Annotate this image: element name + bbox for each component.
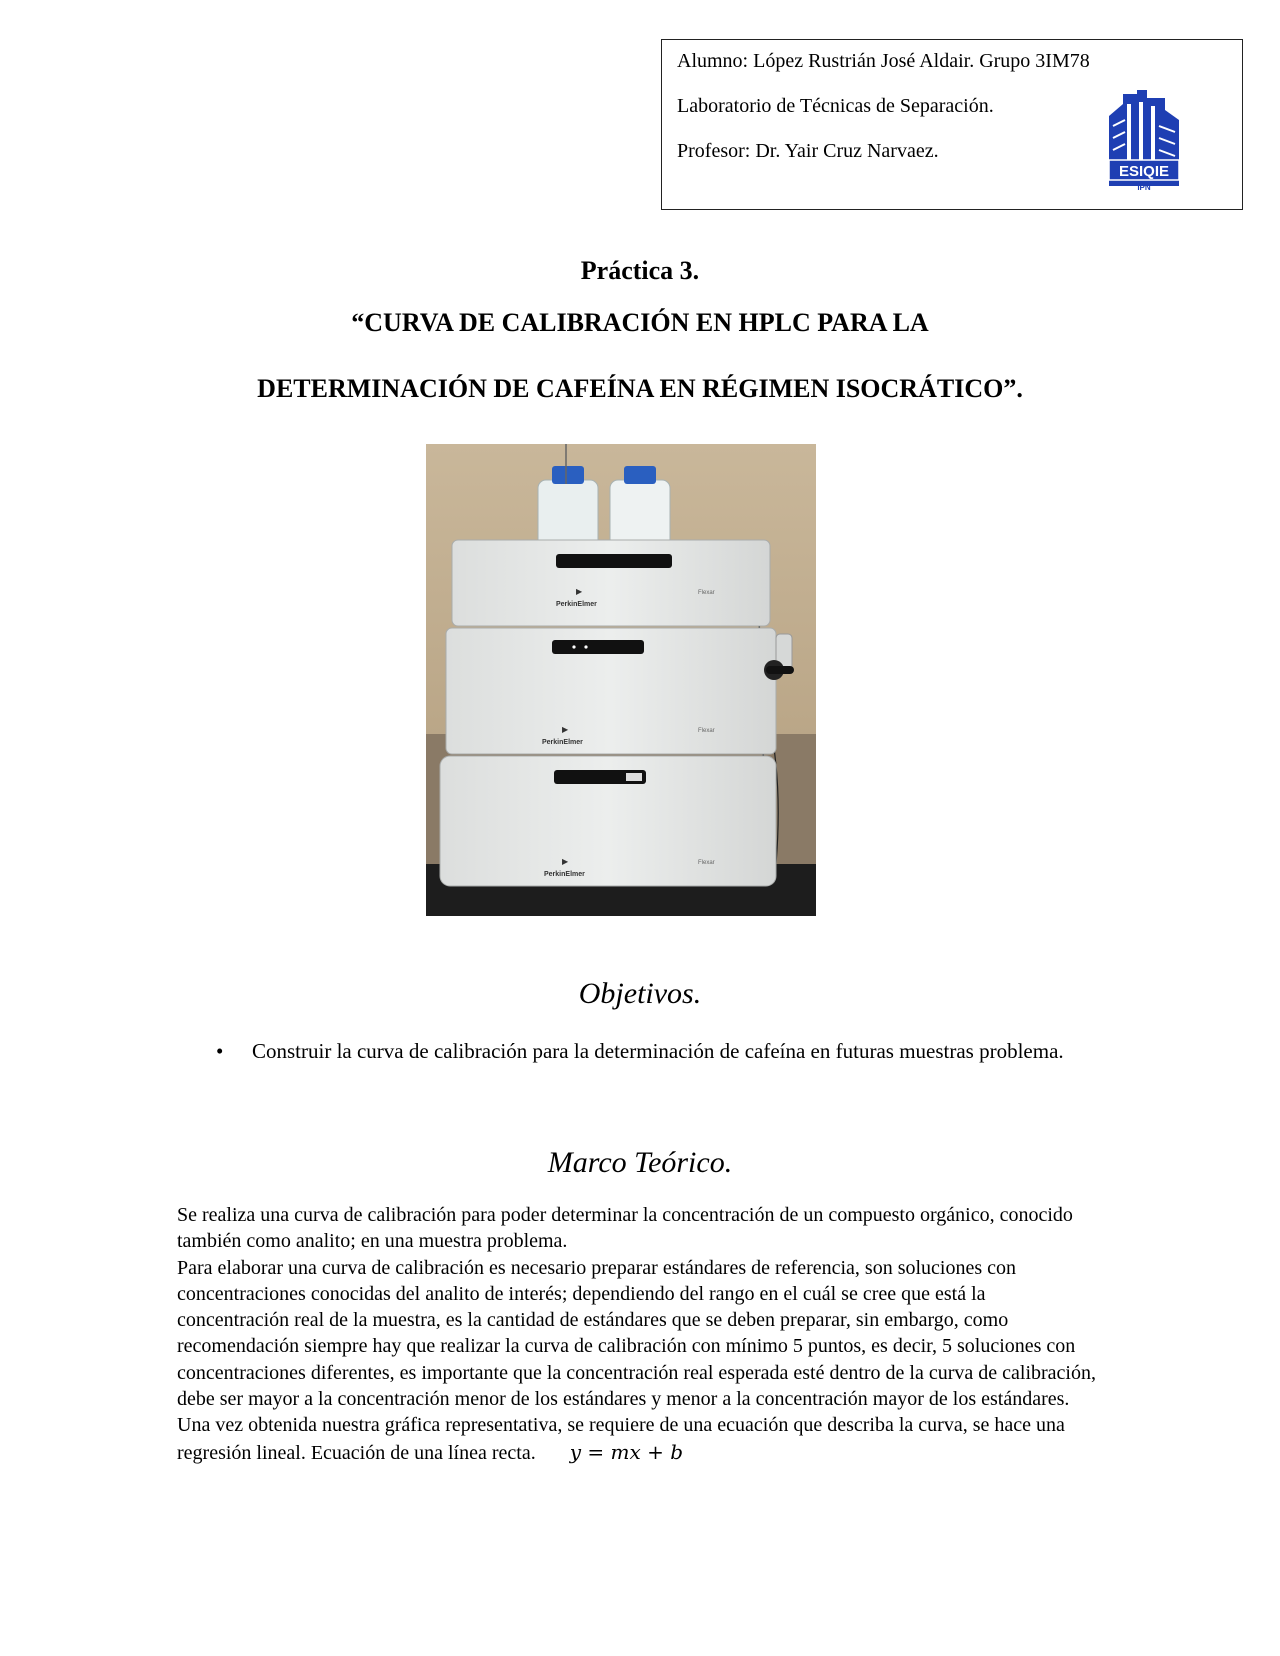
lab-line: Laboratorio de Técnicas de Separación. bbox=[677, 95, 994, 117]
title-line-1: “CURVA DE CALIBRACIÓN EN HPLC PARA LA bbox=[351, 308, 929, 337]
student-line: Alumno: López Rustrián José Aldair. Grupo 3IM78 bbox=[677, 50, 1090, 72]
svg-text:Flexar: Flexar bbox=[698, 860, 715, 866]
professor-line: Profesor: Dr. Yair Cruz Narvaez. bbox=[677, 140, 939, 162]
list-item bbox=[212, 1036, 1072, 1067]
svg-text:PerkinElmer: PerkinElmer bbox=[542, 739, 583, 746]
theory-body bbox=[177, 1202, 1097, 1466]
svg-text:IPN: IPN bbox=[1137, 183, 1151, 192]
theory-heading: Marco Teórico. bbox=[547, 1146, 733, 1179]
svg-text:▶: ▶ bbox=[576, 587, 583, 596]
title-line-2: DETERMINACIÓN DE CAFEÍNA EN RÉGIMEN ISOCRÁTICO”. bbox=[257, 374, 1023, 403]
objective-text: Construir la curva de calibración para la determinación de cafeína en futuras muestras problema. bbox=[252, 1039, 1064, 1063]
practice-number: Práctica 3. bbox=[580, 256, 700, 285]
svg-text:ESIQIE: ESIQIE bbox=[1118, 163, 1170, 180]
hplc-instrument-image bbox=[426, 444, 816, 916]
line-equation: y = mx + b bbox=[569, 1439, 684, 1464]
esiqie-logo bbox=[1103, 86, 1185, 194]
bullet-icon: • bbox=[216, 1039, 224, 1063]
svg-text:Flexar: Flexar bbox=[698, 728, 715, 734]
objectives-heading: Objetivos. bbox=[578, 977, 702, 1010]
hplc-photo bbox=[426, 444, 816, 916]
header-box bbox=[661, 39, 1243, 210]
objectives-list bbox=[212, 1036, 1072, 1067]
svg-text:PerkinElmer: PerkinElmer bbox=[544, 871, 585, 878]
svg-text:▶: ▶ bbox=[562, 857, 569, 866]
svg-text:▶: ▶ bbox=[562, 725, 569, 734]
theory-paragraph-3-text: Una vez obtenida nuestra gráfica representativa, se requiere de una ecuación que describa la curva, se hace una regresión lineal. Ecuación de una línea recta. bbox=[177, 1414, 1065, 1464]
theory-paragraph-3 bbox=[177, 1412, 1097, 1466]
svg-text:Flexar: Flexar bbox=[698, 590, 715, 596]
theory-paragraph-2: Para elaborar una curva de calibración es necesario preparar estándares de referencia, son soluciones con concentraciones conocidas del analito de interés; dependiendo del rango en el cuál se cree que está la concentración real de la muestra, es la cantidad de estándares que se deben preparar, sin embargo, como recomendación siempre hay que realizar la curva de calibración con mínimo 5 puntos, es decir, 5 soluciones con concentraciones diferentes, es importante que la concentración real esperada esté dentro de la curva de calibración, debe ser mayor a la concentración menor de los estándares y menor a la concentración mayor de los estándares. bbox=[177, 1256, 1096, 1411]
svg-text:PerkinElmer: PerkinElmer bbox=[556, 601, 597, 608]
theory-paragraph-1: Se realiza una curva de calibración para poder determinar la concentración de un compuesto orgánico, conocido también como analito; en una muestra problema. bbox=[177, 1204, 1073, 1253]
